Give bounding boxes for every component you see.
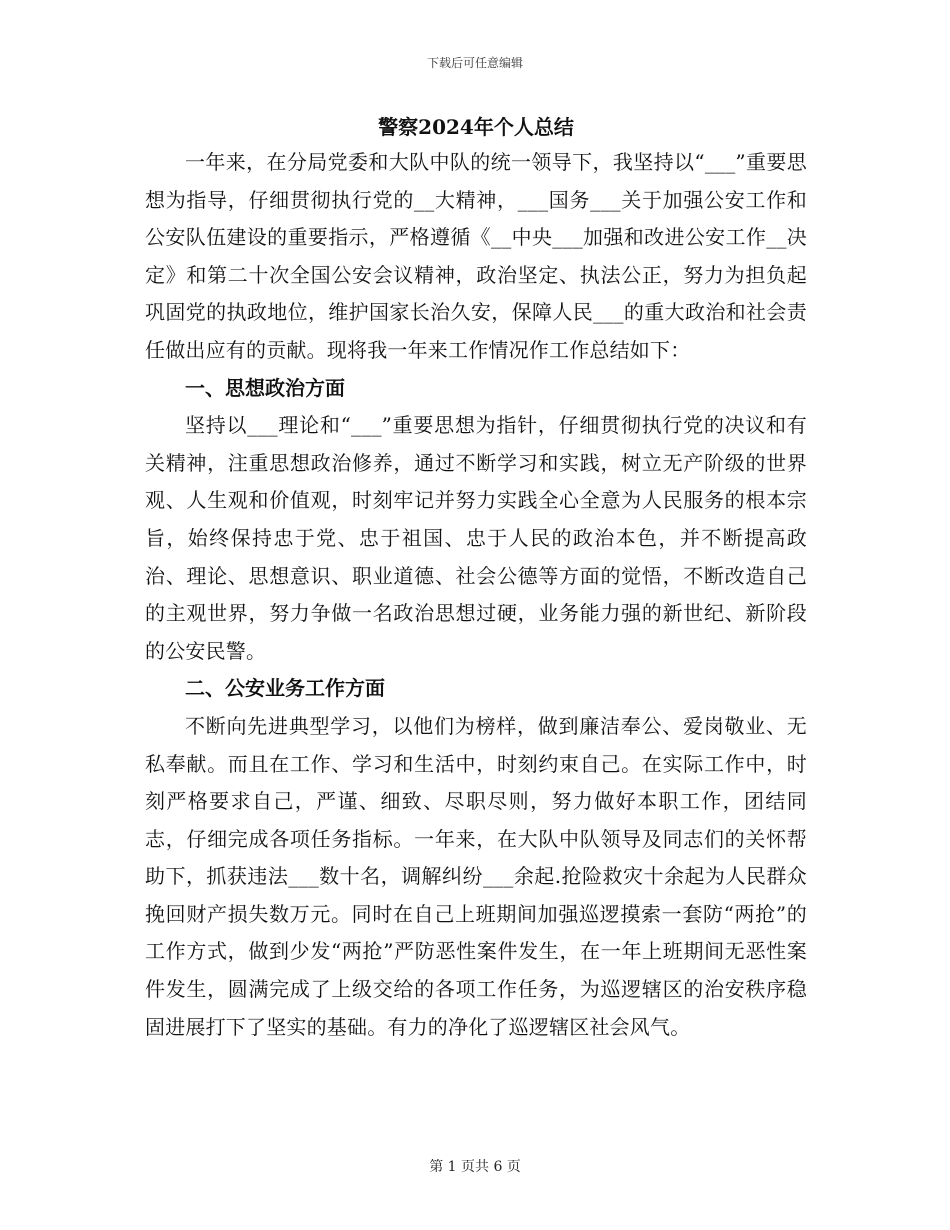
document-body [145, 110, 807, 1046]
page-number-footer: 第 1 页共 6 页 [429, 1159, 521, 1175]
section-paragraph: 坚持以___理论和“___”重要思想为指针，仔细贯彻执行党的决议和有关精神，注重思想政治修养，通过不断学习和实践，树立无产阶级的世界观、人生观和价值观，时刻牢记并努力实践全心全意为人民服务的根本宗旨，始终保持忠于党、忠于祖国、忠于人民的政治本色，并不断提高政治、理论、思想意识、职业道德、社会公德等方面的觉悟，不断改造自己的主观世界，努力争做一名政治思想过硬，业务能力强的新世纪、新阶段的公安民警。 [145, 413, 807, 663]
section-political-thought [145, 370, 807, 671]
section-heading: 一、思想政治方面 [185, 375, 345, 400]
section-police-work [145, 670, 807, 1046]
page-header-note: 下载后可任意编辑 [426, 56, 523, 70]
section-heading: 二、公安业务工作方面 [185, 676, 385, 701]
intro-paragraph: 一年来，在分局党委和大队中队的统一领导下，我坚持以“___”重要思想为指导，仔细贯彻执行党的__大精神，___国务___关于加强公安工作和公安队伍建设的重要指示，严格遵循《__中央___加强和改进公安工作__决定》和第二十次全国公安会议精神，政治坚定、执法公正，努力为担负起巩固党的执政地位，维护国家长治久安，保障人民___的重大政治和社会责任做出应有的贡献。现将我一年来工作情况作工作总结如下： [145, 150, 807, 362]
section-paragraph: 不断向先进典型学习，以他们为榜样，做到廉洁奉公、爱岗敬业、无私奉献。而且在工作、学习和生活中，时刻约束自己。在实际工作中，时刻严格要求自己，严谨、细致、尽职尽则，努力做好本职工作，团结同志，仔细完成各项任务指标。一年来，在大队中队领导及同志们的关怀帮助下，抓获违法___数十名，调解纠纷___余起.抢险救灾十余起为人民群众挽回财产损失数万元。同时在自己上班期间加强巡逻摸索一套防“两抢”的工作方式，做到少发“两抢”严防恶性案件发生，在一年上班期间无恶性案件发生，圆满完成了上级交给的各项工作任务，为巡逻辖区的治安秩序稳固进展打下了坚实的基础。有力的净化了巡逻辖区社会风气。 [145, 713, 807, 1039]
document-title: 警察2024年个人总结 [378, 115, 574, 139]
